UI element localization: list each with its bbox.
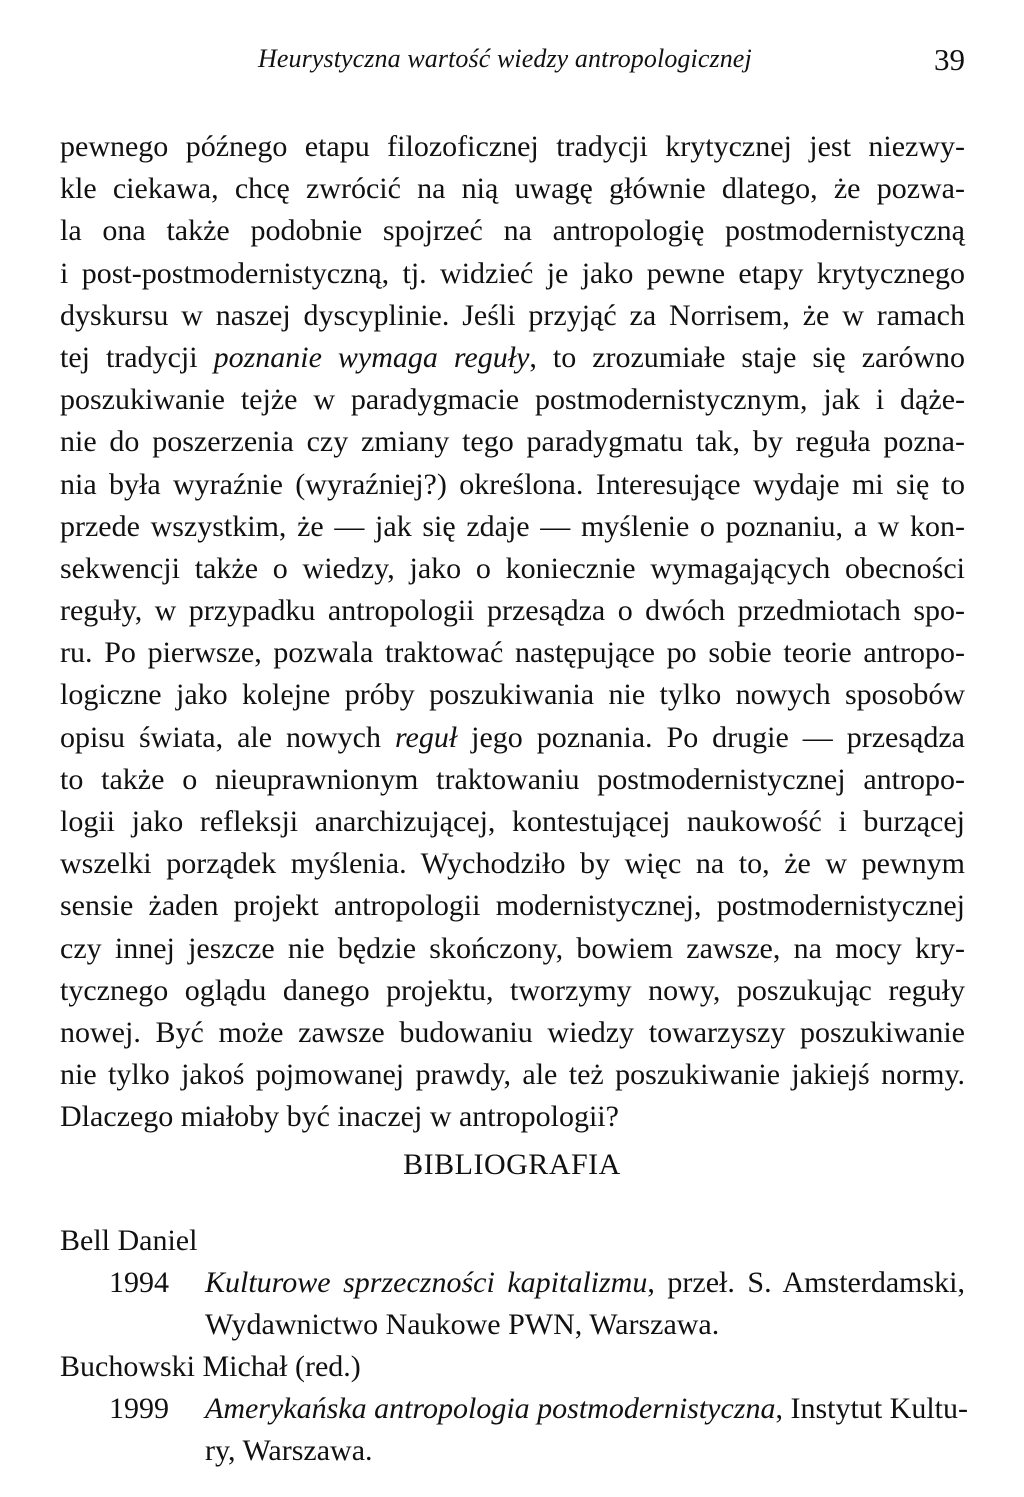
bib-year: 1994 (109, 1266, 169, 1299)
emphasis-text: reguł (394, 720, 458, 754)
bib-title: Kulturowe sprzeczności kapitalizmu (205, 1266, 648, 1299)
text-line: reguły, w przypadku antropologii przesądza o dwóch przedmiotach spo- (60, 594, 965, 628)
text-line: logii jako refleksji anarchizującej, kontestującej naukowość i burzącej (60, 805, 965, 838)
text-line: pewnego późnego etapu filozoficznej tradycji krytycznej jest niezwy- (60, 130, 965, 163)
bib-text-line: Amerykańska antropologia postmodernistyczna, Instytut Kultu- (205, 1392, 968, 1425)
running-head-title: Heurystyczna wartość wiedzy antropologicznej (258, 44, 752, 73)
text-line: nie do poszerzenia czy zmiany tego paradygmatu tak, by reguła pozna- (60, 425, 965, 459)
body-paragraph (60, 126, 965, 1139)
text-line: Dlaczego miałoby być inaczej w antropologii? (60, 1100, 619, 1134)
text-line: nia była wyraźnie (wyraźniej?) określona. Interesujące wydaje mi się to (60, 467, 965, 501)
bib-text-line: Kulturowe sprzeczności kapitalizmu, przeł. S. Amsterdamski, (205, 1266, 965, 1299)
bib-text-line: Wydawnictwo Naukowe PWN, Warszawa. (205, 1308, 720, 1341)
text-line: sensie żaden projekt antropologii modernistycznej, postmodernistycznej (60, 889, 965, 923)
bibliography-heading: BIBLIOGRAFIA (403, 1148, 621, 1181)
text-line: to także o nieuprawnionym traktowaniu postmodernistycznej antropo- (60, 762, 965, 796)
text-line: la ona także podobnie spojrzeć na antropologię postmodernistyczną (60, 214, 965, 248)
bib-title: Amerykańska antropologia postmodernistyczna (205, 1392, 776, 1425)
bib-entry (60, 1388, 968, 1472)
text-line: poszukiwanie tejże w paradygmacie postmodernistycznym, jak i dąże- (60, 383, 965, 417)
bib-author: Buchowski Michał (red.) (60, 1350, 361, 1383)
text-line: czy innej jeszcze nie będzie skończony, bowiem zawsze, na mocy kry- (60, 931, 965, 965)
text-line: nowej. Być może zawsze budowaniu wiedzy towarzyszy poszukiwanie (60, 1015, 965, 1049)
text-line: opisu świata, ale nowych reguł jego poznania. Po drugie — przesądza (60, 720, 965, 754)
text-line: kle ciekawa, chcę zwrócić na nią uwagę głównie dlatego, że pozwa- (60, 172, 965, 206)
page-number: 39 (934, 42, 965, 77)
running-header (60, 38, 965, 82)
bib-year: 1999 (109, 1392, 169, 1425)
bib-text-line: ry, Warszawa. (205, 1434, 373, 1467)
bib-entry (60, 1262, 965, 1346)
text-line: przede wszystkim, że — jak się zdaje — myślenie o poznaniu, a w kon- (60, 509, 965, 543)
bibliography-list (60, 1220, 968, 1472)
text-line: nie tylko jakoś pojmowanej prawdy, ale też poszukiwanie jakiejś normy. (60, 1058, 965, 1092)
text-line: wszelki porządek myślenia. Wychodziło by więc na to, że w pewnym (60, 847, 965, 881)
text-line: i post-postmodernistyczną, tj. widzieć je jako pewne etapy krytycznego (60, 256, 965, 290)
text-line: dyskursu w naszej dyscyplinie. Jeśli przyjąć za Norrisem, że w ramach (60, 298, 965, 332)
text-line: logiczne jako kolejne próby poszukiwania nie tylko nowych sposobów (60, 678, 965, 712)
bib-author: Bell Daniel (60, 1224, 198, 1257)
text-line: tycznego oglądu danego projektu, tworzymy nowy, poszukując reguły (60, 973, 965, 1007)
text-line: tej tradycji poznanie wymaga reguły, to zrozumiałe staje się zarówno (60, 340, 965, 374)
text-line: ru. Po pierwsze, pozwala traktować następujące po sobie teorie antropo- (60, 636, 965, 670)
text-line: sekwencji także o wiedzy, jako o koniecznie wymagających obecności (60, 551, 965, 585)
emphasis-text: poznanie wymaga reguły (213, 340, 530, 374)
